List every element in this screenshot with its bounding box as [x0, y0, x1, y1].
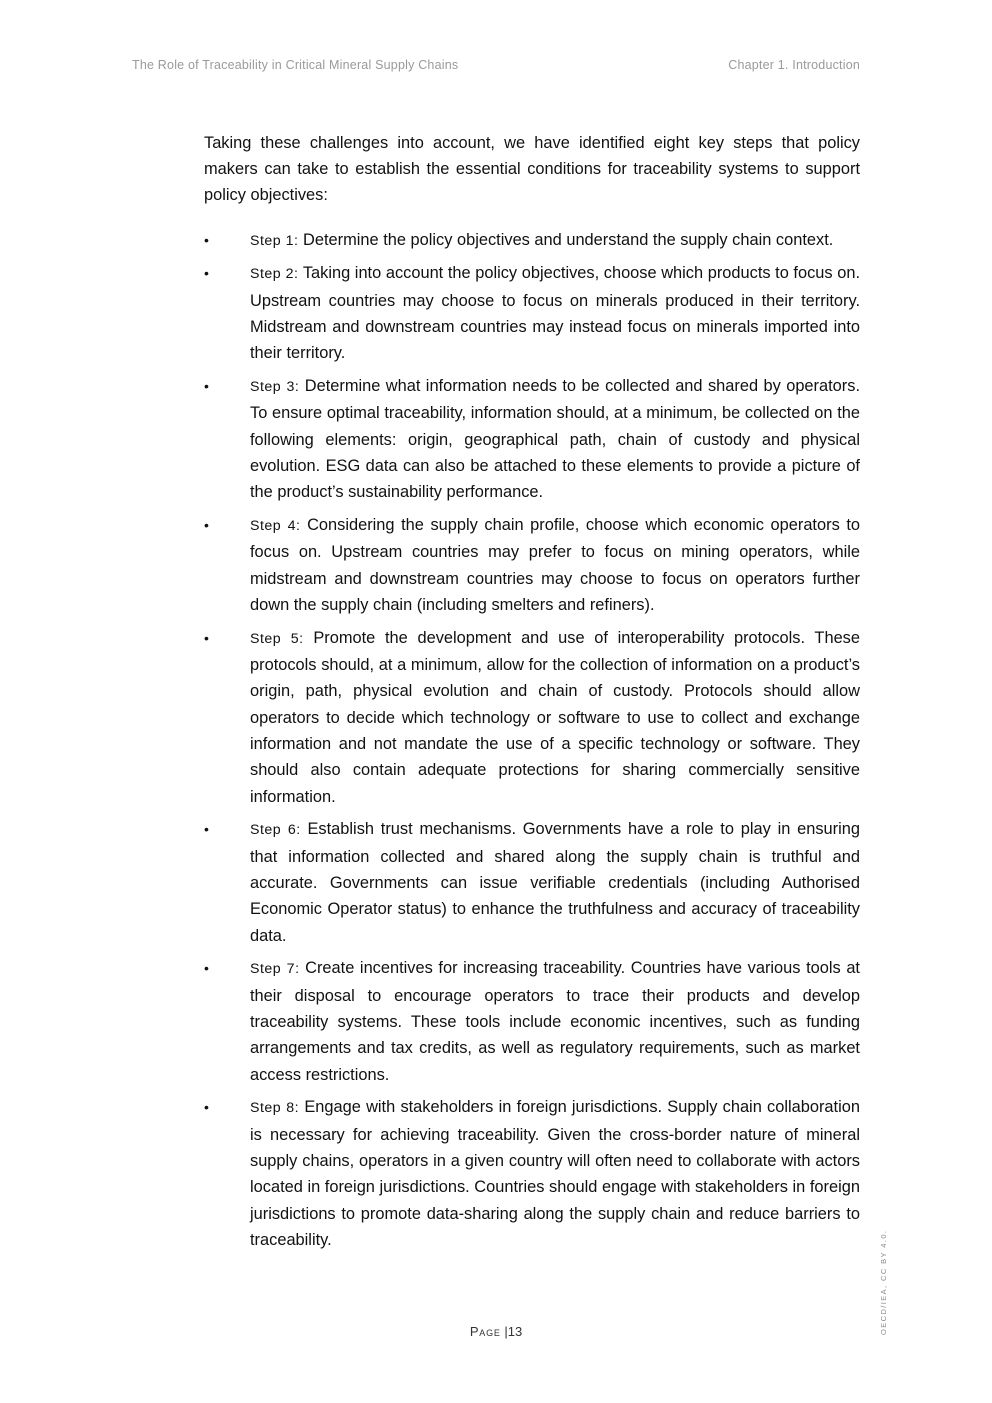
step-item — [204, 227, 860, 254]
step-label: Step 6: — [250, 822, 301, 839]
step-label: Step 4: — [250, 518, 301, 535]
step-text: Create incentives for increasing traceability. Countries have various tools at their disposal to encourage operators to trace their products and develop traceability systems. These tools include economic incentives, such as funding arrangements and tax credits, as well as regulatory requirements, such as market access restrictions. — [250, 959, 860, 1084]
step-text: Determine the policy objectives and understand the supply chain context. — [303, 230, 834, 249]
step-label: Step 2: — [250, 266, 299, 283]
running-header — [132, 58, 860, 76]
step-text: Engage with stakeholders in foreign jurisdictions. Supply chain collaboration is necessary for achieving traceability. Given the cross-border nature of mineral supply chains, operators in a given country will often need to collaborate with actors located in foreign jurisdictions. Countries should engage with stakeholders in foreign jurisdictions to promote data-sharing along the supply chain and reduce barriers to traceability. — [250, 1098, 860, 1249]
page-separator: | — [504, 1324, 508, 1339]
step-text: Considering the supply chain profile, choose which economic operators to focus on. Upstream countries may prefer to focus on mining operators, while midstream and downstream countries may choose to focus on operators further down the supply chain (including smelters and refiners). — [250, 516, 860, 614]
intro-paragraph: Taking these challenges into account, we have identified eight key steps that policy makers can take to establish the essential conditions for traceability systems to support policy objectives: — [204, 134, 860, 205]
bullet-icon: • — [204, 231, 209, 248]
chapter-title: Chapter 1. Introduction — [728, 58, 860, 72]
page-footer — [0, 1324, 992, 1339]
step-label: Step 7: — [250, 961, 300, 978]
steps-list — [204, 227, 860, 1253]
step-item — [204, 260, 860, 366]
step-item — [204, 955, 860, 1087]
bullet-icon: • — [204, 960, 209, 977]
step-text: Determine what information needs to be collected and shared by operators. To ensure optimal traceability, information should, at a minimum, be collected on the following elements: origin, geographical path, chain of custody and physical evolution. ESG data can also be attached to these elements to provide a picture of the product’s sustainability performance. — [250, 377, 861, 502]
step-item — [204, 373, 860, 505]
step-text: Establish trust mechanisms. Governments have a role to play in ensuring that information collected and shared along the supply chain is truthful and accurate. Governments can issue verifiable credentials (including Authorised Economic Operator status) to enhance the truthfulness and accuracy of traceability data. — [250, 820, 861, 945]
step-label: Step 8: — [250, 1100, 300, 1117]
step-item — [204, 816, 860, 948]
step-item — [204, 512, 860, 618]
page-label: Page — [469, 1324, 501, 1339]
step-item — [204, 625, 860, 810]
document-title: The Role of Traceability in Critical Mineral Supply Chains — [132, 58, 459, 72]
bullet-icon: • — [204, 378, 209, 395]
step-item — [204, 1094, 860, 1253]
bullet-icon: • — [204, 821, 209, 838]
bullet-icon: • — [204, 629, 209, 646]
main-content — [204, 130, 860, 1260]
step-label: Step 5: — [250, 630, 304, 647]
step-text: Promote the development and use of interoperability protocols. These protocols should, at a minimum, allow for the collection of information on a product’s origin, path, physical evolution and chain of custody. Protocols should allow operators to decide which technology or software to use to collect and exchange information and not mandate the use of a specific technology or software. They should also contain adequate protections for sharing commercially sensitive information. — [250, 628, 860, 806]
bullet-icon: • — [204, 517, 209, 534]
bullet-icon: • — [204, 265, 209, 282]
step-label: Step 3: — [250, 379, 300, 396]
step-text: Taking into account the policy objectives, choose which products to focus on. Upstream countries may choose to focus on minerals produced in their territory. Midstream and downstream countries may instead focus on minerals imported into their territory. — [250, 264, 860, 363]
copyright-credit: OECD/IEA, CC BY 4.0. — [879, 1229, 888, 1335]
page-number: 13 — [507, 1324, 523, 1339]
bullet-icon: • — [204, 1099, 209, 1116]
step-label: Step 1: — [250, 232, 299, 249]
